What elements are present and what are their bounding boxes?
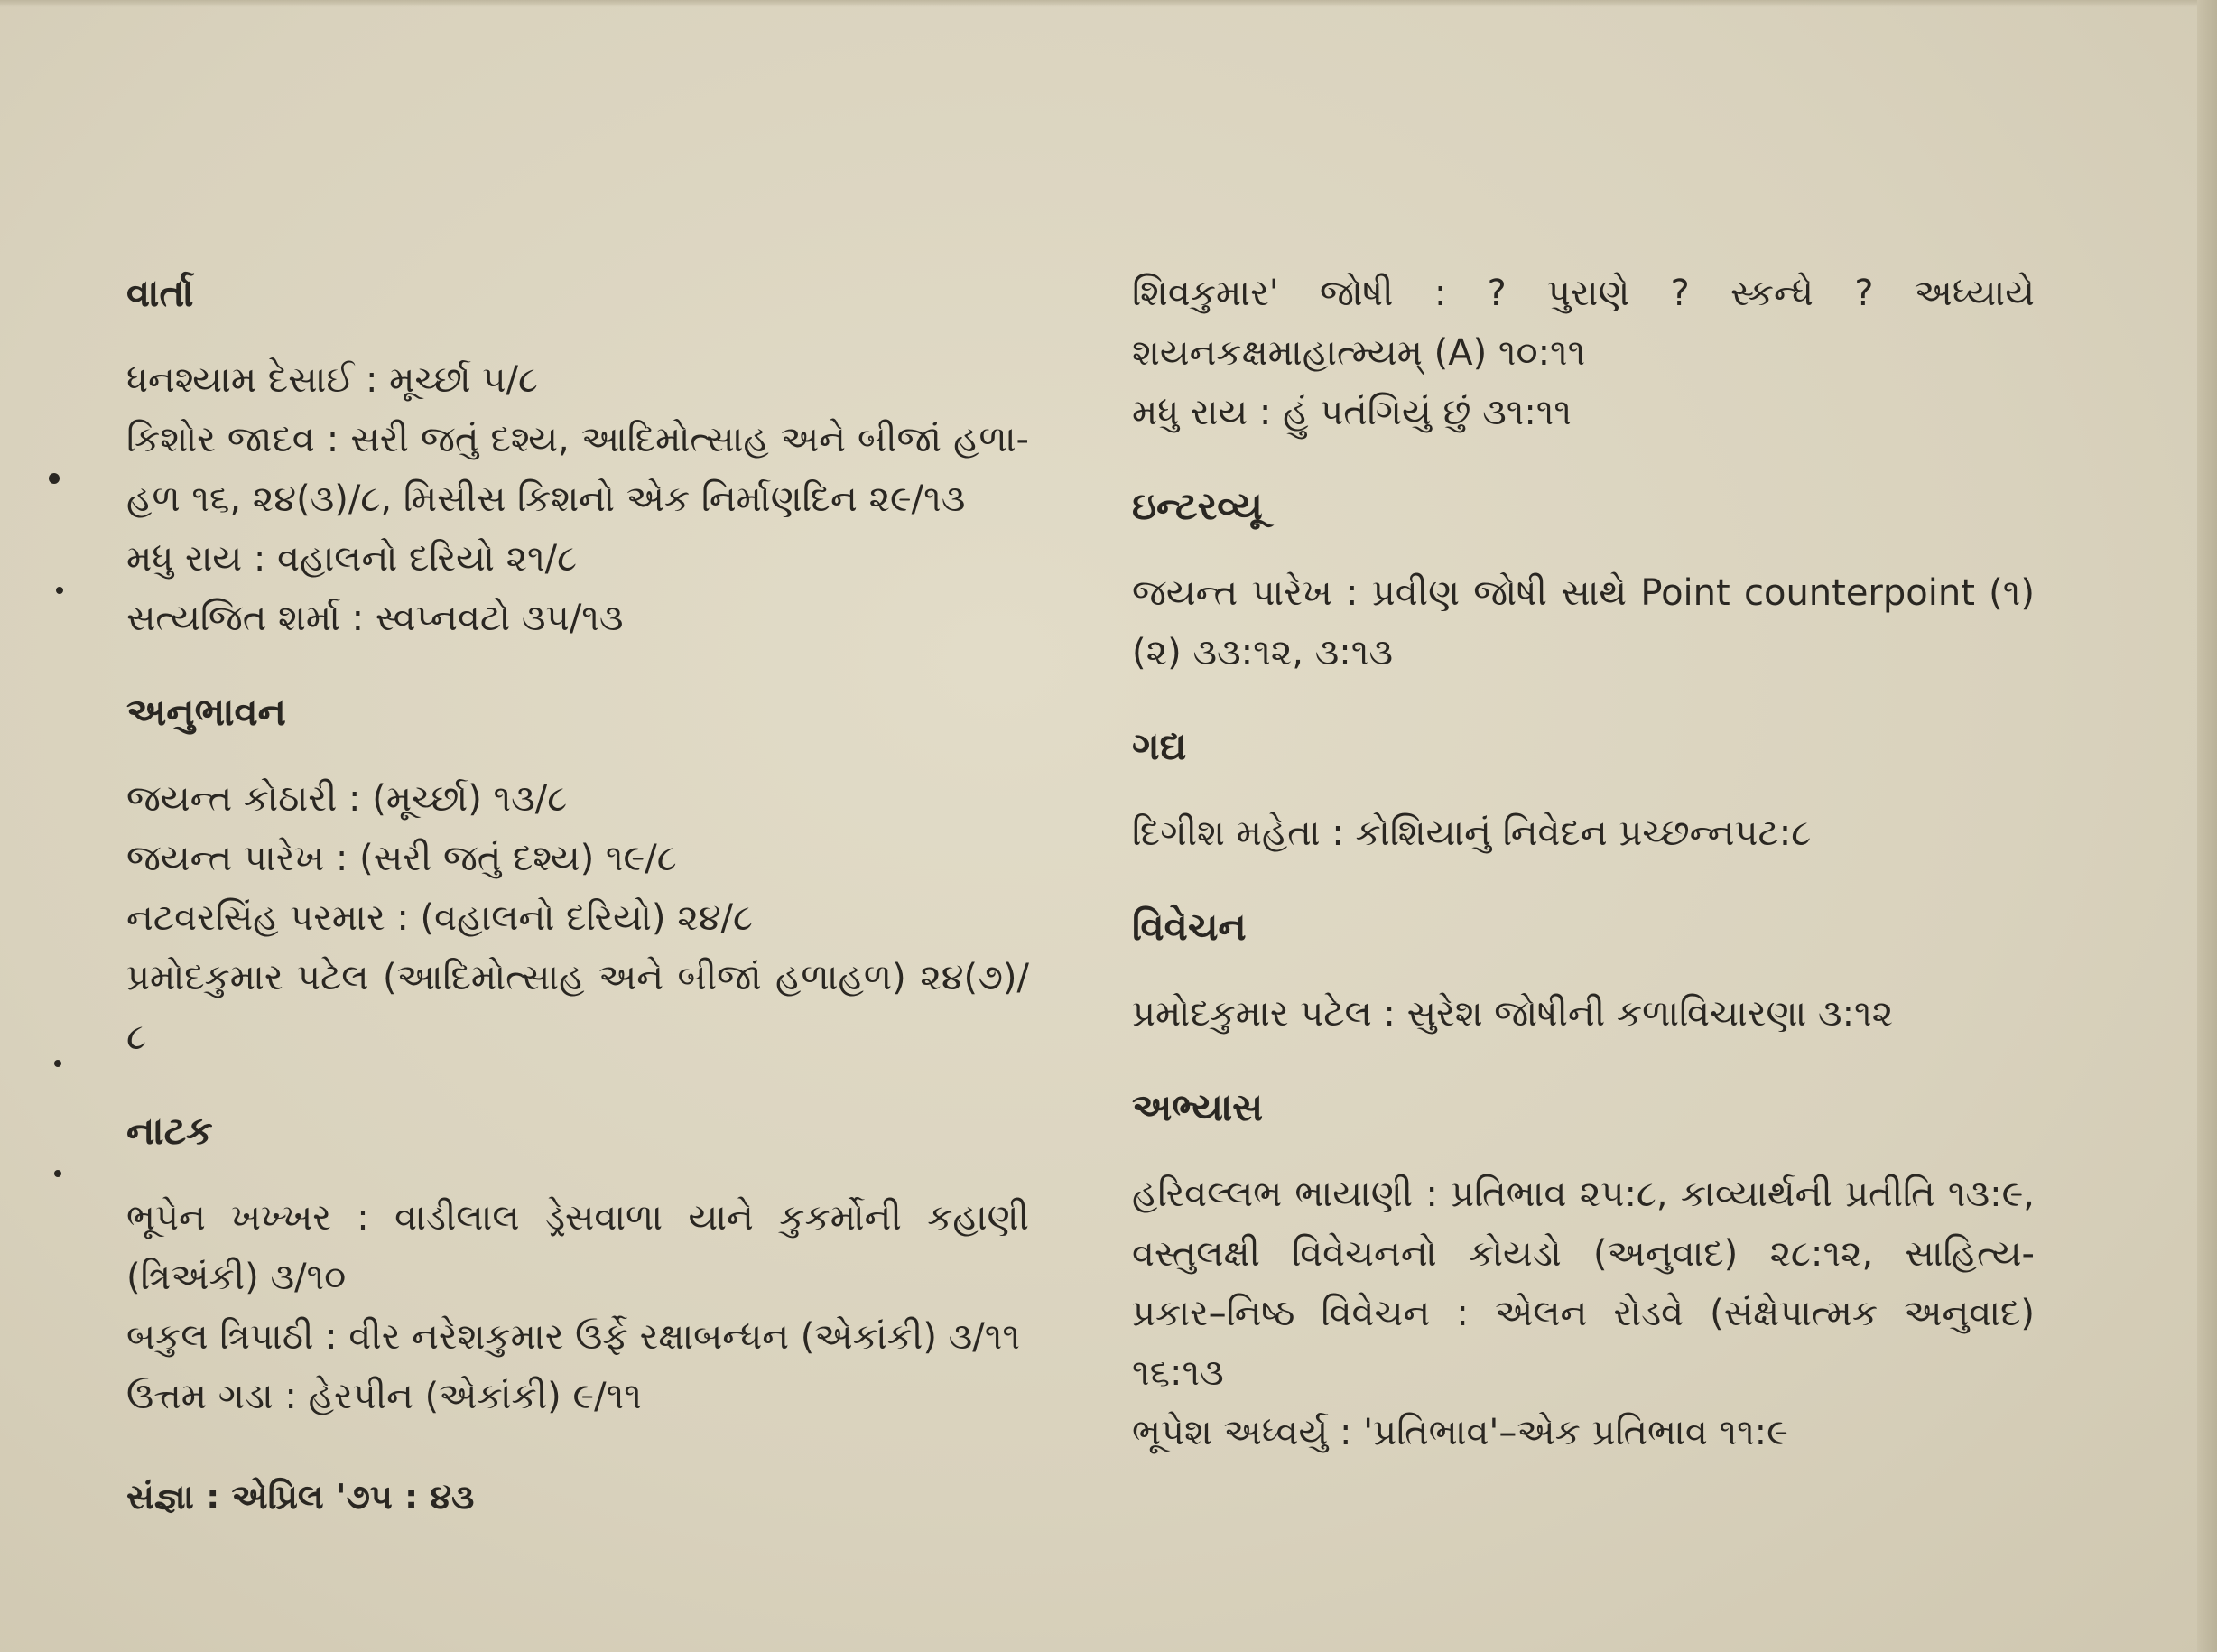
section-heading-story: વાર્તા (126, 271, 194, 315)
index-entry: મધુ રાય : વહાલનો દરિયો ૨૧/૮ (126, 538, 578, 580)
index-entry: બકુલ ત્રિપાઠી : વીર નરેશકુમાર ઉર્ફે રક્ષાબન્ધન (એકાંકી) ૩/૧૧ (126, 1316, 1020, 1358)
index-entry: ભૂપેશ અધ્વર્યુ : 'પ્રતિભાવ'–એક પ્રતિભાવ ૧૧:૯ (1132, 1412, 1788, 1453)
speck-mark (54, 1060, 61, 1067)
index-entry: જયન્ત પારેખ : (સરી જતું દશ્ય) ૧૯/૮ (126, 838, 677, 879)
page-binding-edge (2197, 0, 2217, 1652)
section-heading-review: અનુભાવન (126, 690, 286, 734)
section-heading-prose: ગદ્ય (1132, 724, 1187, 768)
index-entry: ઉત્તમ ગડા : હેરપીન (એકાંકી) ૯/૧૧ (126, 1376, 642, 1417)
index-entry: હરિવલ્લભ ભાયાણી : પ્રતિભાવ ૨૫:૮, કાવ્યાર્થની પ્રતીતિ ૧૩:૯, વસ્તુલક્ષી વિવેચનનો કોયડો (અનુવાદ) ૨૮:૧૨, સાહિત્ય- પ્રકાર–નિષ્ઠ વિવેચન : એલન રોડવે (સંક્ષેપાત્મક અનુવાદ) ૧૬:૧૩ (1132, 1174, 2035, 1394)
index-entry: પ્રમોદકુમાર પટેલ : સુરેશ જોષીની કળાવિચારણા ૩:૧૨ (1132, 993, 1894, 1035)
index-entry: મધુ રાય : હું પતંગિયું છું ૩૧:૧૧ (1132, 392, 1572, 433)
section-heading-drama: નાટક (126, 1109, 213, 1153)
page-footer: સંજ્ઞા : એપ્રિલ '૭૫ : ૪૩ (126, 1477, 475, 1517)
index-entry: પ્રમોદકુમાર પટેલ (આદિમોત્સાહ અને બીજાં હળાહળ) ૨૪(૭)/૮ (126, 957, 1029, 1058)
section-heading-interview: ઇન્ટરવ્યૂ (1132, 484, 1263, 528)
section-heading-study: અભ્યાસ (1132, 1085, 1264, 1129)
index-entry: શિવકુમાર' જોષી : ? પુરાણે ? સ્કન્ધે ? અધ્યાયે શયનકક્ષમાહાત્મ્યમ્ (A) ૧૦:૧૧ (1132, 273, 2035, 374)
speck-mark (54, 1170, 61, 1177)
index-entry: નટવરસિંહ પરમાર : (વહાલનો દરિયો) ૨૪/૮ (126, 897, 753, 939)
section-heading-criticism: વિવેચન (1132, 905, 1247, 949)
speck-mark (56, 587, 63, 594)
index-entry: દિગીશ મહેતા : કોશિયાનું નિવેદન પ્રચ્છન્નપટ:૮ (1132, 812, 1812, 854)
index-entry: જયન્ત પારેખ : પ્રવીણ જોષી સાથે Point counterpoint (૧)(૨) ૩૩:૧૨, ૩:૧૩ (1132, 572, 2035, 673)
right-column (1132, 264, 2035, 1462)
left-column (126, 264, 1029, 1426)
index-entry: ભૂપેન ખખ્ખર : વાડીલાલ ડ્રેસવાળા યાને કુકર્મોની કહાણી (ત્રિઅંકી) ૩/૧૦ (126, 1197, 1029, 1298)
speck-mark (49, 473, 60, 484)
page-top-edge (0, 0, 2217, 7)
index-entry: જયન્ત કોઠારી : (મૂર્ચ્છા) ૧૩/૮ (126, 778, 568, 820)
index-entry: ધનશ્યામ દેસાઈ : મૂર્ચ્છા ૫/૮ (126, 359, 539, 401)
index-entry: સત્યજિત શર્મા : સ્વપ્નવટો ૩૫/૧૩ (126, 598, 624, 639)
index-entry: કિશોર જાદવ : સરી જતું દશ્ય, આદિમોત્સાહ અને બીજાં હળા- હળ ૧૬, ૨૪(૩)/૮, મિસીસ કિશનો એક નિર્માણદિન ૨૯/૧૩ (126, 419, 1029, 520)
